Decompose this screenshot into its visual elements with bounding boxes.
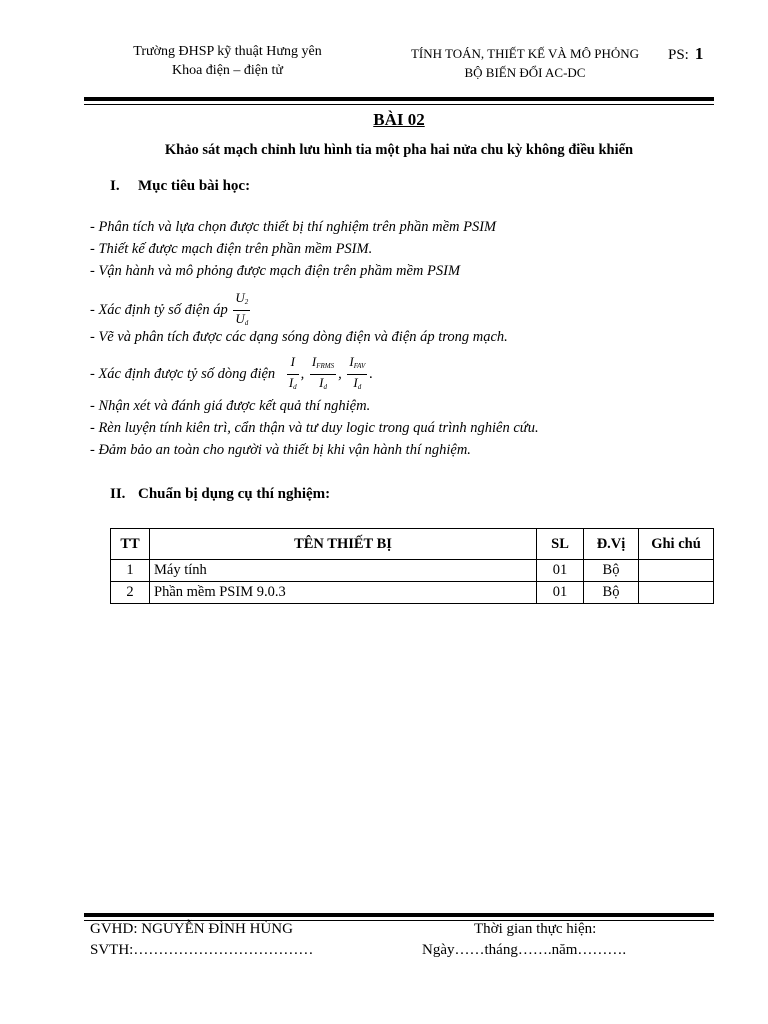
fraction-numerator: $I_{FAV}$ [347, 354, 367, 375]
equipment-table [110, 528, 714, 604]
cell-tt: 1 [111, 560, 150, 582]
course-title-line1: TÍNH TOÁN, THIẾT KẾ VÀ MÔ PHỎNG [410, 46, 640, 61]
col-header-unit: Đ.Vị [584, 529, 639, 560]
ratio-separator: , [338, 365, 342, 382]
cell-sl: 01 [537, 560, 584, 582]
objective-item-voltage-ratio [90, 290, 252, 331]
current-ratio-fraction [287, 354, 299, 395]
cell-tt: 2 [111, 582, 150, 604]
fraction-numerator: I [287, 354, 299, 375]
objective-item: - Vận hành và mô phỏng được mạch điện trên phầm mềm PSIM [90, 263, 461, 279]
student-line: SVTH:……………………………… [90, 942, 314, 958]
section-2-number: II. [110, 486, 126, 502]
cell-sl: 01 [537, 582, 584, 604]
section-1-title: Mục tiêu bài học: [138, 178, 251, 194]
col-header-name: TÊN THIẾT BỊ [150, 529, 537, 560]
header-course-block [385, 44, 665, 82]
objective-text: - Xác định tỷ số điện áp [90, 301, 228, 318]
cell-note [639, 560, 714, 582]
objective-item: - Đảm bảo an toàn cho người và thiết bị khi vận hành thí nghiệm. [90, 442, 471, 458]
col-header-tt: TT [111, 529, 150, 560]
ratio-end: . [369, 365, 373, 382]
objective-item: - Rèn luyện tính kiên trì, cẩn thận và tư duy logic trong quá trình nghiên cứu. [90, 420, 539, 436]
course-title-line2: BỘ BIẾN ĐỔI AC-DC [464, 65, 586, 80]
ps-label: PS: [668, 47, 689, 63]
section-2-title: Chuẩn bị dụng cụ thí nghiệm: [138, 486, 331, 502]
cell-unit: Bộ [584, 582, 639, 604]
cell-unit: Bộ [584, 560, 639, 582]
page-section-label [668, 44, 703, 64]
table-header-row [111, 529, 714, 560]
objective-item: - Vẽ và phân tích được các dạng sóng dòng điện và điện áp trong mạch. [90, 329, 508, 345]
instructor-line: GVHD: NGUYỄN ĐÌNH HÙNG [90, 921, 293, 937]
current-ratio-fraction [310, 354, 336, 395]
ratio-separator: , [300, 365, 305, 382]
current-ratio-fraction [347, 354, 367, 395]
fraction-numerator: $I_{FRMS}$ [310, 354, 336, 375]
objective-item: - Nhận xét và đánh giá được kết quả thí nghiệm. [90, 398, 371, 414]
section-1-number: I. [110, 178, 120, 194]
col-header-sl: SL [537, 529, 584, 560]
table-row [111, 560, 714, 582]
school-name: Trường ĐHSP kỹ thuật Hưng yên [133, 44, 322, 59]
cell-note [639, 582, 714, 604]
footer-rule-thick [84, 913, 714, 917]
objective-item: - Thiết kế được mạch điện trên phần mềm PSIM. [90, 241, 373, 257]
header-school-block [100, 42, 355, 80]
date-line: Ngày……tháng…….năm………. [422, 942, 627, 958]
section-1-heading [110, 178, 250, 195]
col-header-note: Ghi chú [639, 529, 714, 560]
lesson-subtitle: Khảo sát mạch chỉnh lưu hình tia một pha hai nửa chu kỳ không điều khiển [164, 142, 634, 158]
ps-number: 1 [694, 44, 704, 63]
fraction-denominator: $I_d$ [353, 375, 362, 391]
fraction-denominator: $I_d$ [319, 375, 327, 391]
fraction-numerator: $U_2$ [233, 290, 250, 311]
cell-name: Phần mềm PSIM 9.0.3 [150, 582, 537, 604]
time-label: Thời gian thực hiện: [474, 921, 597, 937]
header-rule-thick [84, 97, 714, 101]
table-row [111, 582, 714, 604]
header-rule-thin [84, 104, 714, 105]
fraction-denominator: $I_d$ [288, 375, 297, 391]
lesson-title: BÀI 02 [373, 110, 425, 129]
section-2-heading [110, 486, 330, 503]
objective-text: - Xác định được tỷ số dòng điện [90, 365, 276, 382]
objective-item: - Phân tích và lựa chọn được thiết bị thí nghiệm trên phần mềm PSIM [90, 219, 497, 235]
cell-name: Máy tính [150, 560, 537, 582]
faculty-name: Khoa điện – điện tử [171, 63, 283, 78]
objective-item-current-ratio [90, 354, 373, 395]
voltage-ratio-fraction [233, 290, 250, 331]
fraction-denominator: $U_d$ [235, 311, 249, 327]
